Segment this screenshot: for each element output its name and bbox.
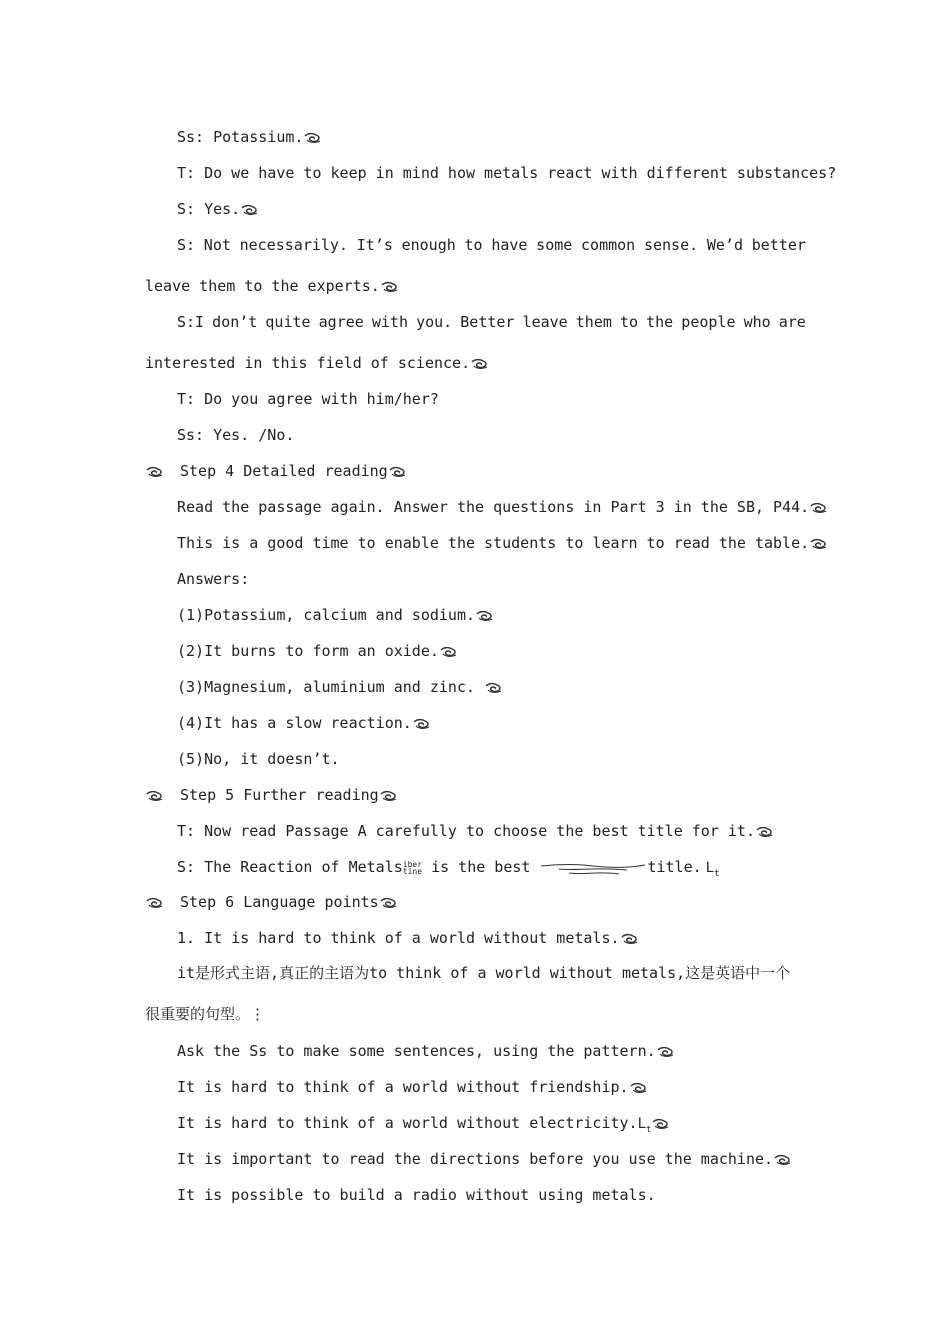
line-text: Ask the Ss to make some sentences, using the pattern. [177,1042,656,1060]
word: who [743,313,771,331]
answers-label [177,569,249,589]
paragraph-mark-icon [241,204,259,216]
step-heading [145,892,398,912]
paragraph-mark-icon [810,538,828,550]
paragraph-mark-icon [657,1046,675,1058]
line-text: interested in this field of science. [145,354,471,372]
paragraph-mark-icon [146,897,164,909]
word: Not [203,236,231,254]
word: leave [522,313,568,331]
paragraph-mark-icon [380,790,398,802]
word: are [778,313,806,331]
example-sentence [177,1185,656,1205]
line-text: Ss: Yes. /No. [177,426,295,444]
dialogue-line [177,127,322,147]
answer-item [177,677,503,697]
paragraph-mark-icon [146,790,164,802]
line-text: (4)It has a slow reaction. [177,714,412,732]
line-text: (2)It burns to form an oxide. [177,642,439,660]
line-text: It is possible to build a radio without using metals. [177,1186,656,1204]
line-text: 很重要的句型。⋮ [145,1005,266,1023]
word: don’t [212,313,258,331]
explanation-line-cont [145,1004,265,1024]
word: quite [265,313,311,331]
word: common [581,236,636,254]
paragraph-mark-icon [621,933,639,945]
paragraph-mark-icon [146,466,164,478]
stray-annotation [403,861,422,875]
answer-item [177,605,494,625]
annotation-top: iber [402,859,423,869]
dialogue-line [177,389,439,409]
dialogue-line-cont [145,276,399,296]
line-text: It is hard to think of a world without friendship. [177,1078,629,1096]
heading-text: Step 4 Detailed reading [180,462,388,480]
dialogue-line-justified [177,235,806,255]
paragraph-mark-icon [756,826,774,838]
word: to [464,236,483,254]
word: people [681,313,736,331]
dialogue-line [177,857,720,884]
paragraph-mark-icon [304,132,322,144]
dialogue-line [177,199,259,219]
paragraph-mark-icon [774,1154,792,1166]
line-text: T: Do we have to keep in mind how metals react with different substances? [177,164,837,182]
word: to [619,313,639,331]
heading-text: Step 6 Language points [180,893,379,911]
paragraph-mark-icon [389,466,407,478]
paragraph-mark-icon [652,1118,670,1130]
example-sentence [177,1149,792,1169]
line-mark-icon: $L_t$ [637,1116,652,1135]
word: necessarily. [239,236,348,254]
paragraph-mark-icon [380,897,398,909]
line-text: (3)Magnesium, aluminium and zinc. [177,678,476,696]
dialogue-line [177,425,294,445]
explanation-line [177,963,790,983]
word: It’s [356,236,393,254]
answer-item [177,641,458,661]
line-text: (1)Potassium, calcium and sodium. [177,606,476,624]
line-text: title. [647,858,702,876]
dialogue-line-justified [177,312,806,332]
dialogue-line [177,821,774,841]
paragraph-mark-icon [440,646,458,658]
instruction-line [177,533,828,553]
step-heading [145,461,407,481]
word: some [536,236,573,254]
line-text: This is a good time to enable the students to learn to read the table. [177,534,810,552]
word: Better [460,313,515,331]
line-text: Read the passage again. Answer the questions in Part 3 in the SB, P44. [177,498,810,516]
line-text: it是形式主语,真正的主语为to think of a world without metals,这是英语中一个 [177,964,791,982]
example-sentence [177,1077,648,1097]
line-text: It is important to read the directions before you use the machine. [177,1150,774,1168]
point-item [177,928,639,948]
word: sense. [643,236,699,254]
answer-item [177,713,431,733]
paragraph-mark-icon [485,682,503,694]
word: with [371,313,408,331]
line-text: S: The Reaction of Metals [177,858,403,876]
heading-text: Step 5 Further reading [180,786,379,804]
paragraph-mark-icon [810,502,828,514]
word: the [646,313,674,331]
line-text: leave them to the experts. [145,277,380,295]
dialogue-line [177,163,836,183]
example-sentence [177,1113,670,1140]
step-heading [145,785,398,805]
word: S:I [177,313,205,331]
line-text: T: Now read Passage A carefully to choose the best title for it. [177,822,755,840]
word: you. [416,313,453,331]
paragraph-mark-icon [471,358,489,370]
paragraph-mark-icon [413,718,431,730]
line-text: is the best [422,858,540,876]
word: them [575,313,612,331]
paragraph-mark-icon [476,610,494,622]
line-text: (5)No, it doesn’t. [177,750,340,768]
word: better [751,236,806,254]
paragraph-mark-icon [381,281,399,293]
wavy-blank-icon [539,861,647,875]
paragraph-mark-icon [630,1082,648,1094]
word: agree [318,313,364,331]
instruction-line [177,497,828,517]
dialogue-line-cont [145,353,489,373]
line-text: It is hard to think of a world without electricity. [177,1114,638,1132]
line-mark-icon: $L_t$ [705,860,720,879]
line-text: T: Do you agree with him/her? [177,390,439,408]
word: We’d [706,236,743,254]
answer-item [177,749,340,769]
line-text: Answers: [177,570,250,588]
line-text: Ss: Potassium. [177,128,304,146]
annotation-bottom: tine [402,866,423,876]
word: have [491,236,528,254]
word: enough [401,236,456,254]
word: S: [177,236,196,254]
line-text: 1. It is hard to think of a world without metals. [177,929,620,947]
instruction-line [177,1041,675,1061]
line-text: S: Yes. [177,200,241,218]
